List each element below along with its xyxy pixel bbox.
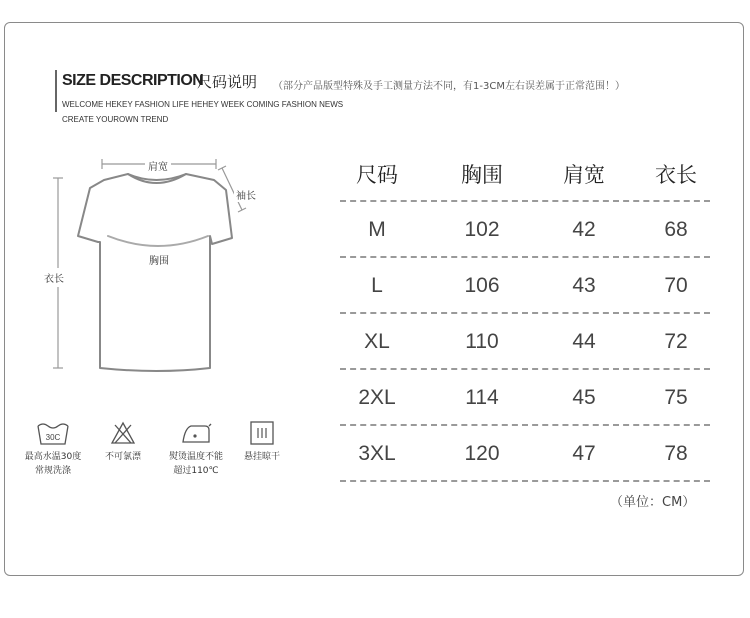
chest-label: 胸围	[149, 256, 169, 267]
title-en: SIZE DESCRIPTION	[62, 72, 204, 89]
row-divider	[340, 480, 710, 482]
column-header-size: 尺码	[356, 163, 398, 187]
wash-30-icon	[36, 420, 70, 446]
unit-note: （单位：CM）	[610, 495, 696, 510]
table-row	[340, 370, 710, 426]
cell-length: 72	[664, 330, 688, 353]
care-hang-dry-line-1: 悬挂晾干	[243, 452, 280, 462]
column-header-shoulder: 肩宽	[563, 163, 605, 187]
care-no-bleach	[98, 420, 148, 464]
care-hang-dry	[234, 420, 290, 464]
subtitle-line-1: WELCOME HEKEY FASHION LIFE HEHEY WEEK COMING FASHION NEWS	[62, 100, 344, 109]
tshirt-diagram	[28, 150, 278, 384]
iron-icon	[179, 420, 213, 446]
table-row	[340, 258, 710, 314]
cell-chest: 110	[465, 330, 499, 353]
care-wash-line-1: 最高水温30度	[24, 452, 82, 462]
wash-temp-badge: 30C	[45, 433, 61, 442]
care-wash-line-2: 常规洗涤	[34, 466, 71, 476]
cell-length: 68	[664, 218, 688, 241]
sleeve-label: 袖长	[234, 187, 258, 202]
column-header-chest: 胸围	[461, 163, 503, 187]
hang-dry-icon	[249, 420, 275, 446]
header-accent-bar	[55, 70, 57, 112]
care-iron-line-1: 熨烫温度不能	[168, 452, 223, 462]
care-iron	[164, 420, 228, 478]
cell-length: 75	[664, 386, 688, 409]
no-bleach-icon	[110, 420, 136, 446]
cell-size: M	[368, 218, 386, 241]
cell-size: 3XL	[358, 442, 396, 465]
length-label: 衣长	[44, 268, 64, 287]
shoulder-label: 肩宽	[145, 158, 171, 173]
care-wash	[20, 420, 86, 478]
cell-shoulder: 43	[572, 274, 596, 297]
cell-shoulder: 45	[572, 386, 596, 409]
subtitle-line-2: CREATE YOUROWN TREND	[62, 115, 169, 124]
cell-chest: 106	[464, 274, 500, 297]
cell-shoulder: 42	[572, 218, 596, 241]
cell-size: XL	[364, 330, 390, 353]
measurement-note: （部分产品版型特殊及手工测量方法不同，有1-3CM左右误差属于正常范围！）	[273, 81, 625, 92]
cell-length: 70	[664, 274, 688, 297]
cell-size: L	[371, 274, 383, 297]
table-row	[340, 314, 710, 370]
cell-chest: 120	[464, 442, 500, 465]
cell-chest: 114	[465, 386, 499, 409]
title-cn: 尺码说明	[197, 73, 258, 91]
column-header-length: 衣长	[655, 163, 697, 187]
cell-length: 78	[664, 442, 688, 465]
care-no-bleach-line-1: 不可氯漂	[104, 452, 141, 462]
cell-shoulder: 47	[572, 442, 596, 465]
cell-size: 2XL	[358, 386, 396, 409]
cell-chest: 102	[464, 218, 500, 241]
size-table	[340, 146, 710, 482]
table-row	[340, 202, 710, 258]
care-iron-line-2: 超过110℃	[173, 466, 219, 476]
cell-shoulder: 44	[572, 330, 596, 353]
table-row	[340, 426, 710, 482]
table-header-row	[340, 146, 710, 202]
